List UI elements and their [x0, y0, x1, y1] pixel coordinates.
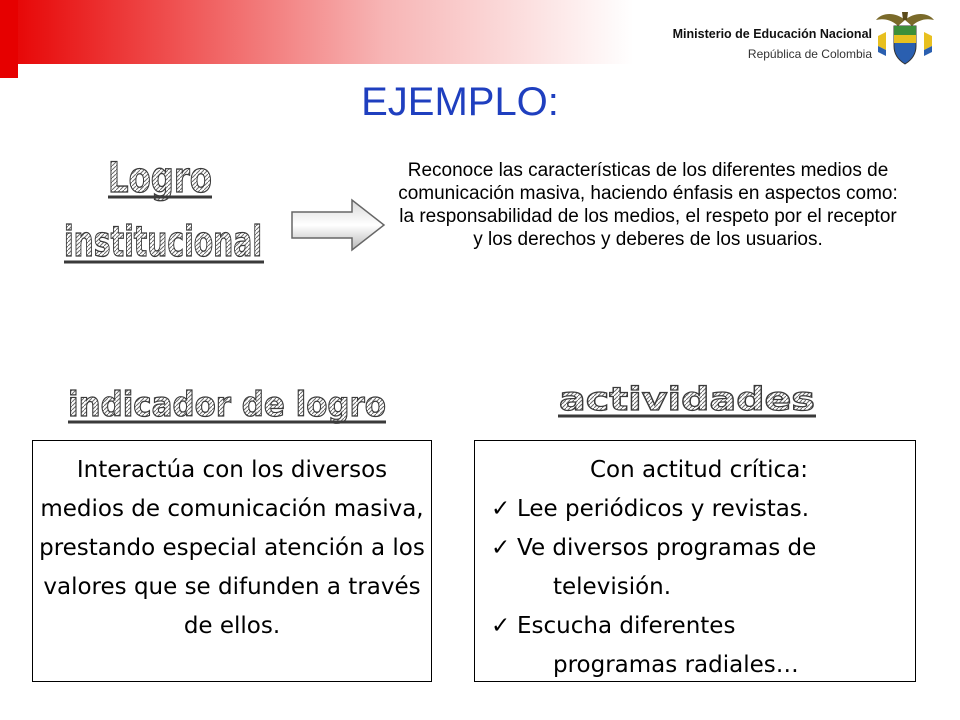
item-text: Ve diversos programas de [517, 535, 817, 561]
page-title: EJEMPLO: [361, 80, 559, 124]
logro-description: Reconoce las características de los diferentes medios de comunicación masiva, haciendo énfasis en aspectos como: la responsabilidad de los medios, el respeto por el receptor y los derechos y deberes de los usuarios. [398, 160, 898, 250]
actividades-wordart [554, 376, 820, 422]
actividades-box [474, 440, 916, 682]
list-item [491, 529, 907, 568]
indicador-de-logro-wordart [64, 378, 394, 428]
logro-institucional-wordart [60, 142, 272, 270]
logro-label-line1: Logro [108, 153, 212, 202]
list-item [491, 490, 907, 529]
checkmark-icon: ✓ [491, 535, 511, 561]
actividades-label: actividades [559, 380, 815, 418]
coat-of-arms-icon [874, 6, 936, 68]
indicador-label: indicador de logro [68, 385, 386, 425]
list-item [491, 607, 907, 646]
checkmark-icon: ✓ [491, 496, 511, 522]
indicador-text: Interactúa con los diversos medios de comunicación masiva, prestando especial atención a los valores que se difunden a través de ellos. [39, 457, 425, 639]
actividades-heading: Con actitud crítica: [589, 457, 809, 483]
country-name: República de Colombia [747, 47, 872, 61]
logro-label-line2: institucional [64, 217, 262, 266]
item-continuation: programas radiales… [553, 652, 799, 678]
item-continuation: televisión. [553, 574, 672, 600]
ministry-heading [673, 24, 872, 64]
right-arrow-icon [290, 198, 386, 252]
checkmark-icon: ✓ [491, 613, 511, 639]
ministry-name: Ministerio de Educación Nacional [672, 27, 872, 41]
item-text: Escucha diferentes [517, 613, 736, 639]
indicador-box [32, 440, 432, 682]
header-red-block [0, 0, 18, 78]
item-text: Lee periódicos y revistas. [517, 496, 810, 522]
